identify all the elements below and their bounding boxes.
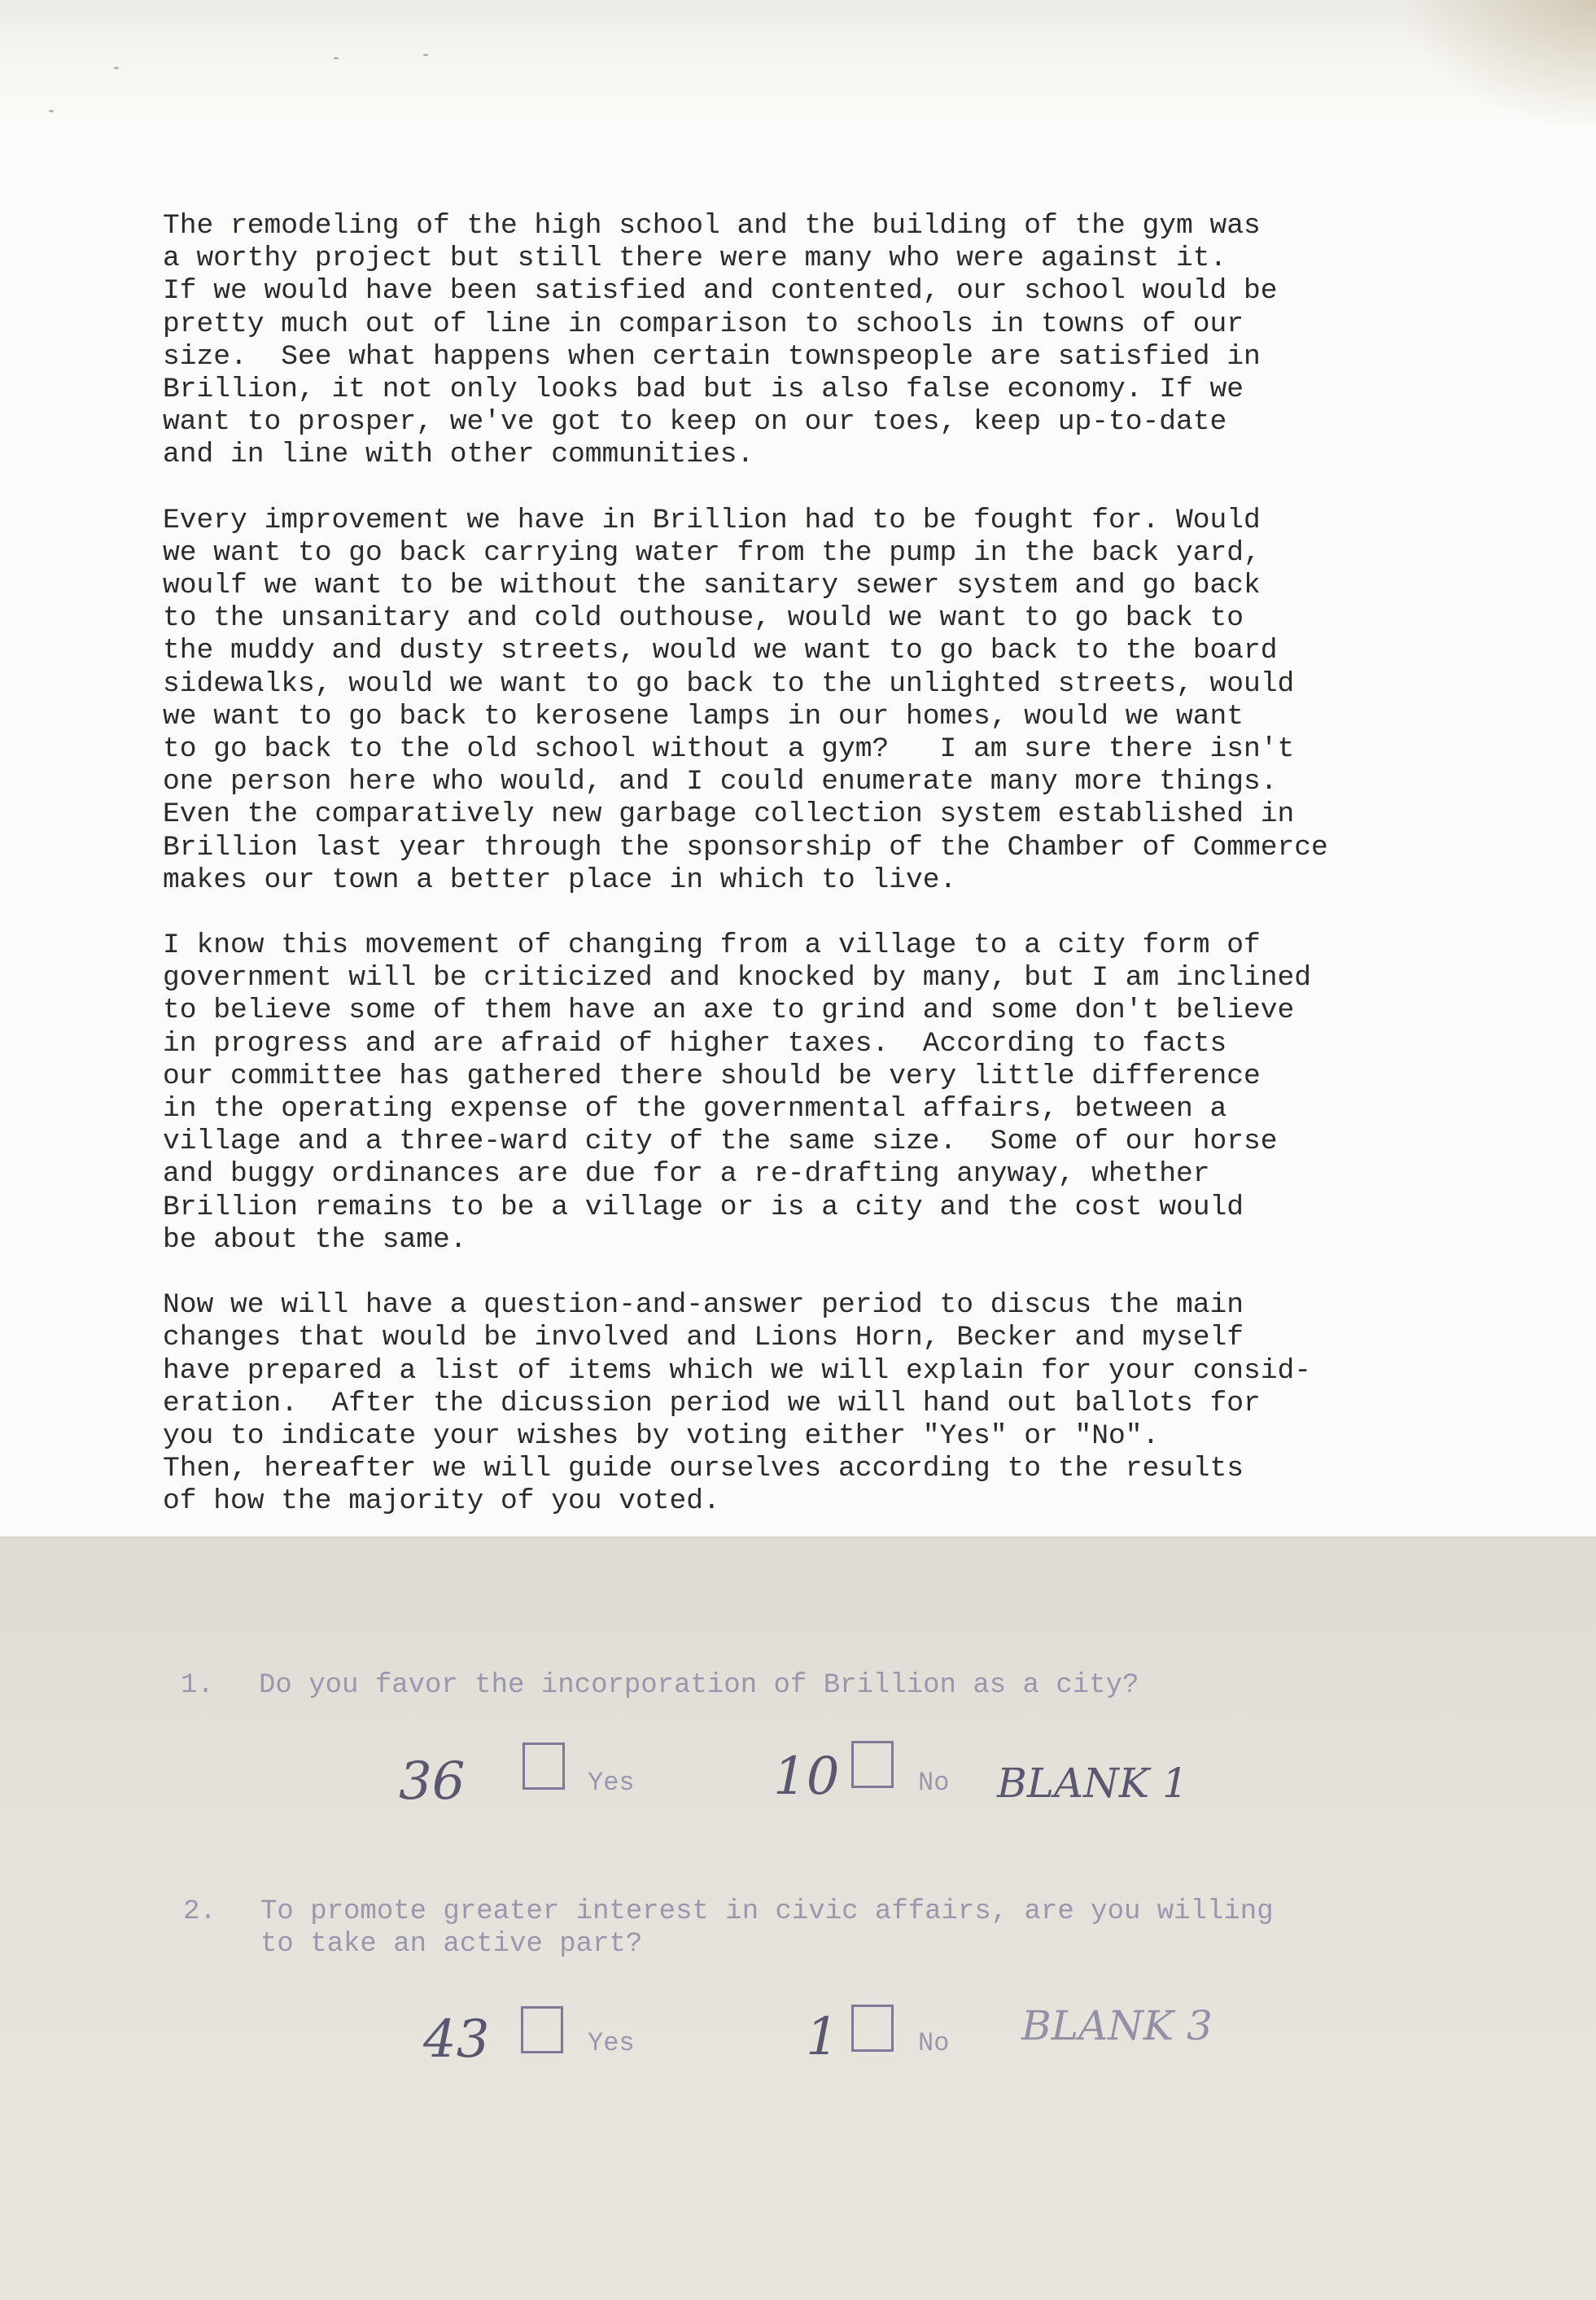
ballot [0, 1537, 1596, 2300]
no-label: No [918, 1768, 950, 1798]
question-text: Do you favor the incorporation of Brillion as a city? [259, 1670, 1139, 1701]
no-checkbox[interactable] [851, 2005, 894, 2052]
question-text: To promote greater interest in civic affairs, are you willing to take an active part? [260, 1896, 1274, 1960]
yes-checkbox[interactable] [523, 1742, 565, 1790]
paper-speck [334, 57, 339, 59]
handwritten-blank-note: BLANK 1 [997, 1760, 1188, 1807]
yes-label: Yes [588, 2028, 635, 2058]
handwritten-yes-count: 36 [399, 1751, 466, 1812]
no-label: No [918, 2028, 950, 2058]
memo-paragraph: The remodeling of the high school and the building of the gym was a worthy project but still there were many who were against it. If we would have been satisfied and contented, our school would be pretty much out of line in comparison to schools in towns of our size. See what happens when certain townspeople are satisfied in Brillion, it not only looks bad but is also false economy. If we want to prosper, we've got to keep on our toes, keep up-to-date and in line with other communities. [163, 210, 1278, 471]
memo-paragraph: I know this movement of changing from a village to a city form of government will be criticized and knocked by many, but I am inclined to believe some of them have an axe to grind and some don't believe in progress and are afraid of higher taxes. According to facts our committee has gathered there should be very little difference in the operating expense of the governmental affairs, between a village and a three-ward city of the same size. Some of our horse and buggy ordinances are due for a re-drafting anyway, whether Brillion remains to be a village or is a city and the cost would be about the same. [163, 929, 1312, 1256]
yes-label: Yes [588, 1768, 635, 1798]
paper-speck [423, 54, 428, 56]
paper-stain [1401, 0, 1596, 130]
no-checkbox[interactable] [851, 1741, 894, 1788]
paper-speck [49, 110, 54, 112]
handwritten-yes-count: 43 [423, 2009, 490, 2070]
yes-checkbox[interactable] [521, 2006, 563, 2053]
handwritten-no-count: 10 [773, 1747, 840, 1807]
handwritten-no-count: 1 [806, 2007, 839, 2067]
question-number: 1. [181, 1670, 214, 1701]
handwritten-blank-note: BLANK 3 [1021, 2002, 1213, 2049]
memo-paragraph: Now we will have a question-and-answer period to discus the main changes that would be involved and Lions Horn, Becker and myself have prepared a list of items which we will explain for your consid- eration. After the dicussion period we will hand out ballots for you to indicate your wishes by voting either "Yes" or "No". Then, hereafter we will guide ourselves according to the results of how the majority of you voted. [163, 1289, 1312, 1518]
question-number: 2. [183, 1896, 216, 1927]
paper-speck [114, 67, 119, 69]
memo-body [163, 210, 1514, 1537]
ballot-sheet [0, 1537, 1596, 2300]
memo-paragraph: Every improvement we have in Brillion had to be fought for. Would we want to go back carrying water from the pump in the back yard, woulf we want to be without the sanitary sewer system and go back to the unsanitary and cold outhouse, would we want to go back to the muddy and dusty streets, would we want to go back to the board sidewalks, would we want to go back to the unlighted streets, would we want to go back to kerosene lamps in our homes, would we want to go back to the old school without a gym? I am sure there isn't one person here who would, and I could enumerate many more things. Even the comparatively new garbage collection system established in Brillion last year through the sponsorship of the Chamber of Commerce makes our town a better place in which to live. [163, 504, 1328, 896]
